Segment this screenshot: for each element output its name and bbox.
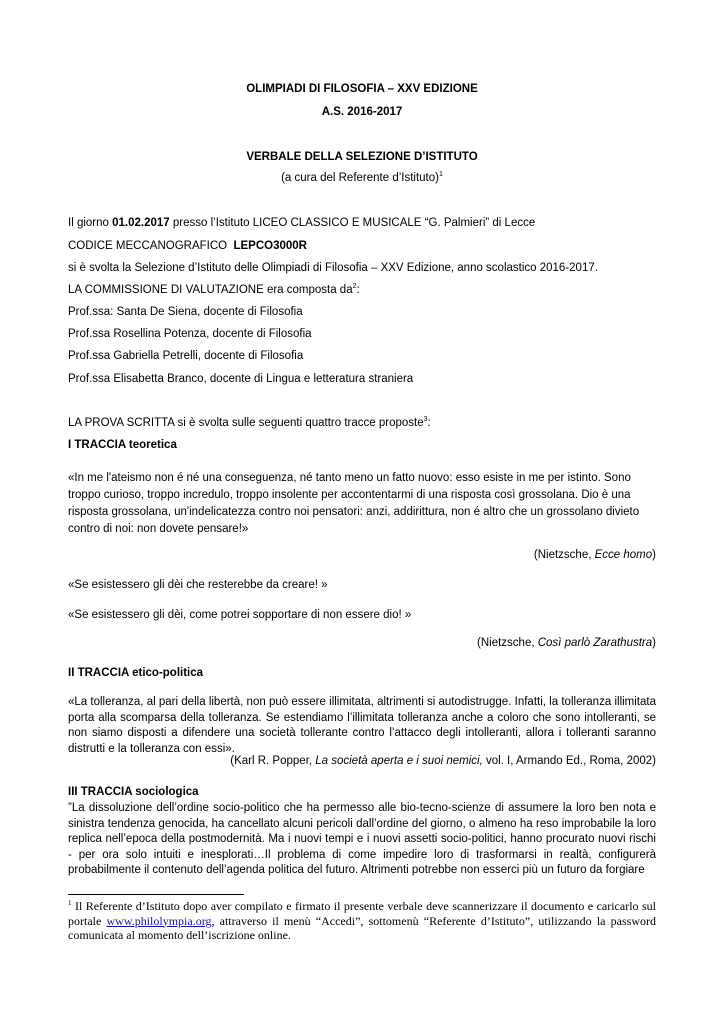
- cite-work: Così parlò Zarathustra: [537, 637, 653, 649]
- commission-member: Prof.ssa Rosellina Potenza, docente di Filosofia: [68, 328, 312, 340]
- cite-work: La società aperta e i suoi nemici,: [315, 755, 483, 767]
- cite-author: (Nietzsche,: [533, 549, 595, 561]
- commission-text: LA COMMISSIONE DI VALUTAZIONE era composta da: [68, 284, 353, 296]
- school-code: LEPCO3000R: [233, 240, 307, 252]
- footnote-number: 1: [68, 899, 72, 907]
- document-title: OLIMPIADI DI FILOSOFIA – XXV EDIZIONE: [246, 83, 478, 95]
- intro-line-date: [68, 217, 656, 229]
- traccia-2-title: II TRACCIA etico-politica: [68, 667, 204, 679]
- traccia-2-citation: [68, 755, 656, 767]
- footnote-text-b: , attraverso il menù “Accedi”, sottomenù “Referente d’Istituto”, utilizzando la password comunicata al momento dell’iscrizione online.: [68, 913, 656, 942]
- intro-text-b: presso l’Istituto LICEO CLASSICO E MUSICALE “G. Palmieri” di Lecce: [169, 217, 536, 229]
- footnote-1: [68, 899, 656, 943]
- traccia-3-title: III TRACCIA sociologica: [68, 786, 199, 798]
- code-label: CODICE MECCANOGRAFICO: [68, 240, 234, 252]
- cite-author: (Karl R. Popper,: [230, 755, 316, 767]
- prova-text: LA PROVA SCRITTA si è svolta sulle seguenti quattro tracce proposte: [68, 417, 424, 429]
- traccia-1-quote-3: «Se esistessero gli dèi, come potrei sopportare di non essere dio! »: [68, 609, 412, 621]
- footnote-text-a: Il Referente d’Istituto dopo aver compilato e firmato il presente verbale deve scannerizzare il documento e caricarlo sul portale: [68, 899, 656, 928]
- prova-line: [68, 417, 656, 429]
- intro-line-selection: si è svolta la Selezione d’Istituto delle Olimpiadi di Filosofia – XXV Edizione, anno scolastico 2016-2017.: [68, 262, 598, 274]
- cite-author: (Nietzsche,: [477, 637, 538, 649]
- traccia-1-quote: «In me l'ateismo non é né una conseguenza, né tanto meno un fatto nuovo: esso esiste in me per istinto. Sono troppo curioso, troppo incredulo, troppo insolente per accontentarmi di una risposta così grossolana. Dio è una risposta grossolana, un'indelicatezza contro noi pensatori: anzi, addirittura, non é altro che un grossolano divieto contro di noi: non dovete pensare!»: [68, 472, 640, 535]
- traccia-1-title: I TRACCIA teoretica: [68, 439, 177, 451]
- cite-work: Ecce homo: [594, 549, 653, 561]
- curator-note: [68, 172, 656, 184]
- cite-close: ): [652, 549, 656, 561]
- intro-text-a: Il giorno: [68, 217, 113, 229]
- prova-colon: :: [427, 417, 431, 429]
- traccia-1-citation-2: [68, 637, 656, 649]
- commission-member: Prof.ssa: Santa De Siena, docente di Filosofia: [68, 306, 303, 318]
- commission-member: Prof.ssa Elisabetta Branco, docente di Lingua e letteratura straniera: [68, 373, 414, 385]
- intro-line-code: [68, 240, 656, 252]
- footnote-ref-2: 2: [352, 283, 357, 290]
- curator-text: (a cura del Referente d’Istituto): [281, 172, 439, 184]
- traccia-3-quote: ”La dissoluzione dell’ordine socio-politico che ha permesso alle bio-tecno-scienze di assumere la loro ben nota e sinistra tendenza genocida, ha cancellato alcuni pericoli dall’ordine del giorno, o almeno ha reso improbabile la loro replica nell’epoca della postmodernità. Ma i nuovi tempi e i nuovi assetti socio-politici, hanno procurato nuovi rischi - per ora solo intuiti e inesplorati…Il problema di come impedire loro di trasformarsi in realtà, configurerà probabilmente il contenuto dell’agenda politica del futuro. Altrimenti potrebbe non esserci più un futuro da forgiare: [68, 802, 656, 876]
- footnote-ref-1: 1: [438, 171, 443, 178]
- footnote-divider: [68, 894, 244, 895]
- cite-close: ): [652, 637, 656, 649]
- commission-member: Prof.ssa Gabriella Petrelli, docente di Filosofia: [68, 350, 304, 362]
- footnote-ref-3: 3: [423, 416, 428, 423]
- commission-colon: :: [356, 284, 360, 296]
- cite-rest: vol. I, Armando Ed., Roma, 2002): [482, 755, 656, 767]
- commission-heading: [68, 284, 656, 296]
- school-year: A.S. 2016-2017: [321, 106, 403, 118]
- traccia-1-quote-2: «Se esistessero gli dèi che resterebbe da creare! »: [68, 579, 328, 591]
- document-subtitle: VERBALE DELLA SELEZIONE D’ISTITUTO: [246, 151, 478, 163]
- traccia-2-quote: «La tolleranza, al pari della libertà, non può essere illimitata, altrimenti si autodistrugge. Infatti, la tolleranza illimitata porta alla scomparsa della tolleranza. Se estendiamo l’illimitata tolleranza anche a coloro che sono intolleranti, se non siamo disposti a difendere una società tollerante contro l’attacco degli intolleranti, allora i tolleranti saranno distrutti e la tolleranza con essi».: [68, 696, 656, 755]
- exam-date: 01.02.2017: [112, 217, 170, 229]
- philolympia-link[interactable]: www.philolympia.org: [106, 913, 212, 928]
- traccia-1-citation: [68, 549, 656, 561]
